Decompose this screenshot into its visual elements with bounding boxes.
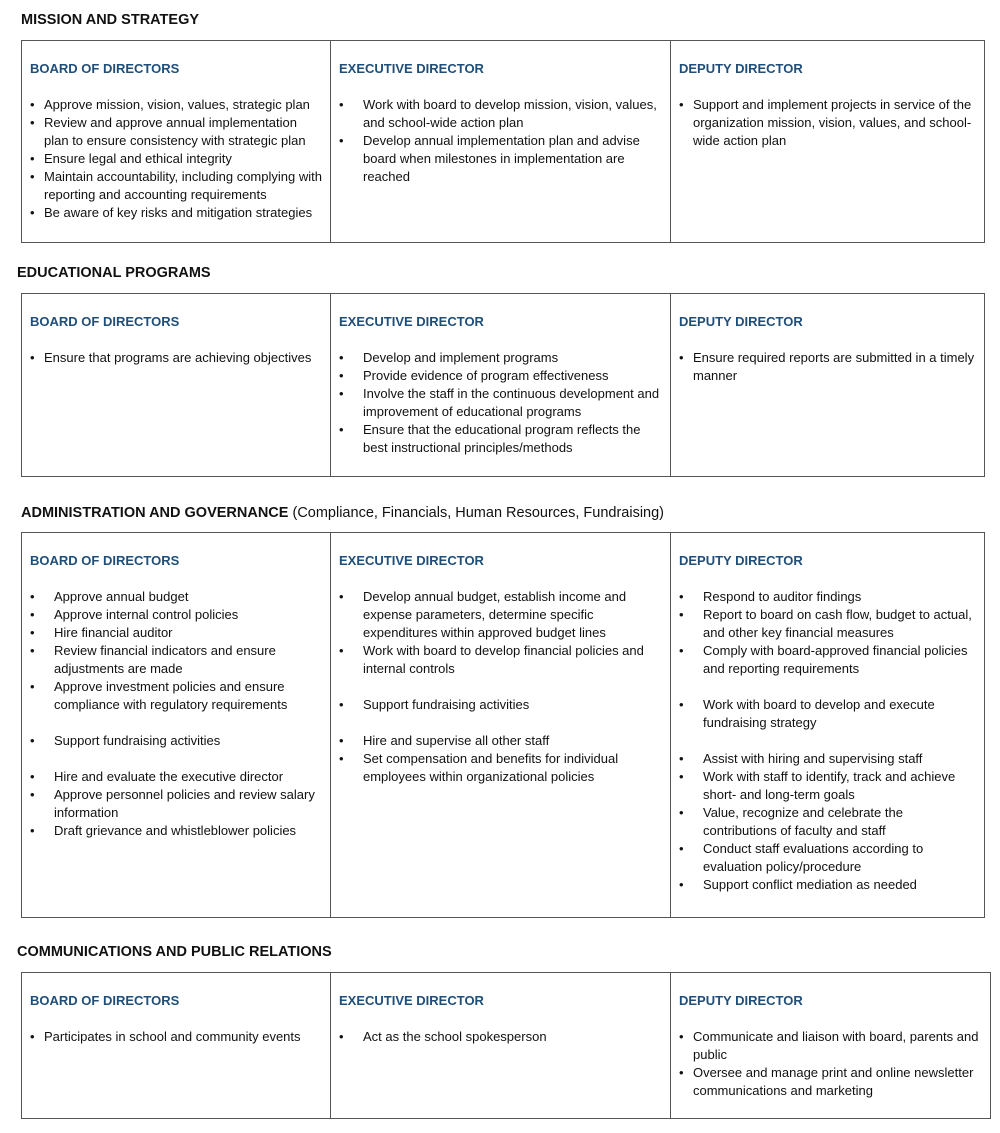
column-heading: BOARD OF DIRECTORS <box>30 61 180 76</box>
list-item: • Comply with board-approved financial policies and reporting requirements <box>679 642 976 678</box>
deputy-column <box>671 973 990 1118</box>
list-item: • Maintain accountability, including complying with reporting and accounting requirements <box>30 168 322 204</box>
executive-column <box>331 294 671 476</box>
responsibility-list <box>339 96 662 186</box>
column-heading: DEPUTY DIRECTOR <box>679 61 803 76</box>
section-title-text: COMMUNICATIONS AND PUBLIC RELATIONS <box>17 944 332 960</box>
section-title <box>17 265 211 281</box>
list-item: • Develop and implement programs <box>339 349 662 367</box>
responsibility-table <box>21 293 985 477</box>
responsibility-list <box>679 349 976 385</box>
board-column <box>22 973 331 1118</box>
list-item: • Approve personnel policies and review salary information <box>30 786 322 822</box>
responsibility-list <box>30 96 322 222</box>
responsibility-list <box>679 1028 982 1100</box>
responsibility-list <box>679 96 976 150</box>
deputy-column <box>671 41 984 242</box>
list-item: • Work with board to develop mission, vision, values, and school-wide action plan <box>339 96 662 132</box>
executive-column <box>331 41 671 242</box>
list-item: • Value, recognize and celebrate the contributions of faculty and staff <box>679 804 976 840</box>
column-heading: DEPUTY DIRECTOR <box>679 553 803 568</box>
board-column <box>22 41 331 242</box>
column-heading: DEPUTY DIRECTOR <box>679 314 803 329</box>
list-item: • Ensure that programs are achieving objectives <box>30 349 322 367</box>
list-item: • Develop annual budget, establish income and expense parameters, determine specific expenditures within approved budget lines <box>339 588 662 642</box>
executive-column <box>331 533 671 917</box>
list-item: • Ensure legal and ethical integrity <box>30 150 322 168</box>
list-item: • Work with board to develop financial policies and internal controls <box>339 642 662 678</box>
board-column <box>22 294 331 476</box>
deputy-column <box>671 533 984 917</box>
list-item: • Support and implement projects in service of the organization mission, vision, values, and school-wide action plan <box>679 96 976 150</box>
list-item: • Assist with hiring and supervising staff <box>679 750 976 768</box>
responsibility-list <box>339 349 662 457</box>
list-item: • Support fundraising activities <box>339 696 662 714</box>
responsibility-table <box>21 972 991 1119</box>
list-item: • Work with staff to identify, track and achieve short- and long-term goals <box>679 768 976 804</box>
responsibility-table <box>21 532 985 918</box>
list-item: • Involve the staff in the continuous development and improvement of educational programs <box>339 385 662 421</box>
executive-column <box>331 973 671 1118</box>
list-item: • Approve annual budget <box>30 588 322 606</box>
column-heading: EXECUTIVE DIRECTOR <box>339 61 484 76</box>
column-heading: BOARD OF DIRECTORS <box>30 314 180 329</box>
column-heading: DEPUTY DIRECTOR <box>679 993 803 1008</box>
responsibility-list <box>30 349 322 367</box>
deputy-column <box>671 294 984 476</box>
list-item: • Be aware of key risks and mitigation strategies <box>30 204 322 222</box>
list-item: • Hire and supervise all other staff <box>339 732 662 750</box>
responsibility-table <box>21 40 985 243</box>
board-column <box>22 533 331 917</box>
column-heading: EXECUTIVE DIRECTOR <box>339 314 484 329</box>
list-item: • Report to board on cash flow, budget to actual, and other key financial measures <box>679 606 976 642</box>
list-item: • Approve mission, vision, values, strategic plan <box>30 96 322 114</box>
column-heading: EXECUTIVE DIRECTOR <box>339 553 484 568</box>
section-title-text: EDUCATIONAL PROGRAMS <box>17 265 211 281</box>
list-item: • Oversee and manage print and online newsletter communications and marketing <box>679 1064 982 1100</box>
column-heading: BOARD OF DIRECTORS <box>30 993 180 1008</box>
section-title <box>21 505 664 521</box>
responsibility-list <box>679 588 976 894</box>
responsibility-list <box>339 1028 662 1046</box>
list-item: • Hire financial auditor <box>30 624 322 642</box>
list-item: • Set compensation and benefits for individual employees within organizational policies <box>339 750 662 786</box>
section-title <box>21 12 199 28</box>
list-item: • Hire and evaluate the executive director <box>30 768 322 786</box>
column-heading: EXECUTIVE DIRECTOR <box>339 993 484 1008</box>
list-item: • Communicate and liaison with board, parents and public <box>679 1028 982 1064</box>
responsibility-list <box>339 588 662 786</box>
list-item: • Ensure required reports are submitted in a timely manner <box>679 349 976 385</box>
section-title-text: ADMINISTRATION AND GOVERNANCE <box>21 505 289 521</box>
list-item: • Draft grievance and whistleblower policies <box>30 822 322 840</box>
list-item: • Provide evidence of program effectiveness <box>339 367 662 385</box>
list-item: • Conduct staff evaluations according to evaluation policy/procedure <box>679 840 976 876</box>
list-item: • Review and approve annual implementation plan to ensure consistency with strategic plan <box>30 114 322 150</box>
list-item: • Participates in school and community events <box>30 1028 322 1046</box>
section-subtitle: (Compliance, Financials, Human Resources, Fundraising) <box>292 505 664 521</box>
list-item: • Support fundraising activities <box>30 732 322 750</box>
list-item: • Approve internal control policies <box>30 606 322 624</box>
list-item: • Work with board to develop and execute fundraising strategy <box>679 696 976 732</box>
list-item: • Approve investment policies and ensure compliance with regulatory requirements <box>30 678 322 714</box>
list-item: • Respond to auditor findings <box>679 588 976 606</box>
list-item: • Review financial indicators and ensure adjustments are made <box>30 642 322 678</box>
section-title <box>17 944 332 960</box>
column-heading: BOARD OF DIRECTORS <box>30 553 180 568</box>
list-item: • Act as the school spokesperson <box>339 1028 662 1046</box>
list-item: • Ensure that the educational program reflects the best instructional principles/methods <box>339 421 662 457</box>
responsibility-list <box>30 1028 322 1046</box>
section-title-text: MISSION AND STRATEGY <box>21 12 200 28</box>
list-item: • Support conflict mediation as needed <box>679 876 976 894</box>
responsibility-list <box>30 588 322 840</box>
list-item: • Develop annual implementation plan and advise board when milestones in implementation are reached <box>339 132 662 186</box>
